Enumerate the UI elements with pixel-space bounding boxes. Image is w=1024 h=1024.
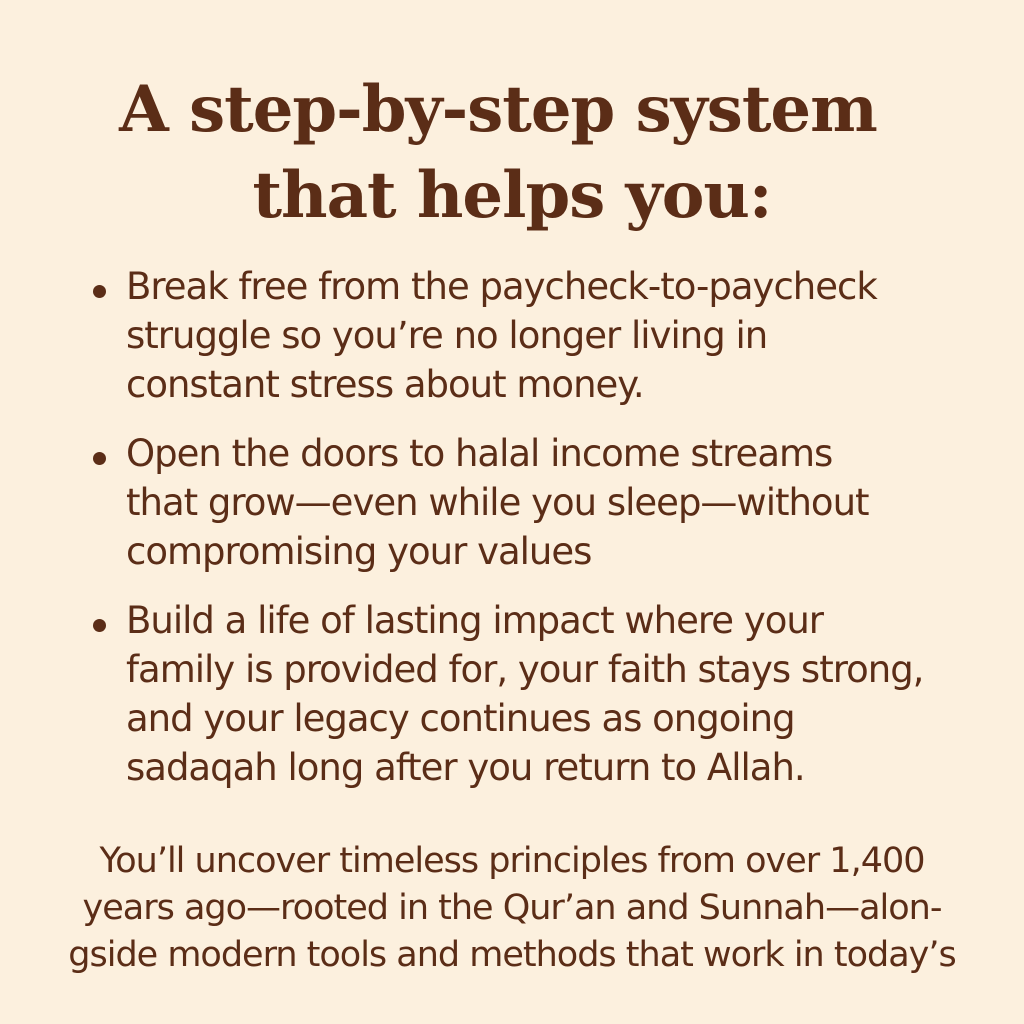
bullet-icon [93, 452, 106, 465]
benefit-text: Open the doors to halal income streams that grow—even while you sleep—without compromising your values [126, 432, 869, 573]
benefit-text: Build a life of lasting impact where your family is provided for, your faith stays strong, and your legacy continues as ongoing sadaqah long after you return to Allah. [126, 599, 924, 789]
benefit-item [90, 262, 970, 409]
benefit-text: Break free from the paycheck-to-paycheck struggle so you’re no longer living in constant stress about money. [126, 265, 877, 406]
page-title-line-1: A step-by-step system [119, 72, 877, 147]
bullet-icon [93, 619, 106, 632]
bullet-icon [93, 285, 106, 298]
page-title-line-2: that helps you: [252, 158, 772, 233]
benefit-list [90, 262, 970, 812]
closing-paragraph: You’ll uncover timeless principles from over 1,400 years ago—rooted in the Qur’an and Sunnah—alon- gside modern tools and methods that work in today’s [68, 841, 956, 975]
benefit-item [90, 429, 970, 576]
benefit-item [90, 596, 970, 792]
